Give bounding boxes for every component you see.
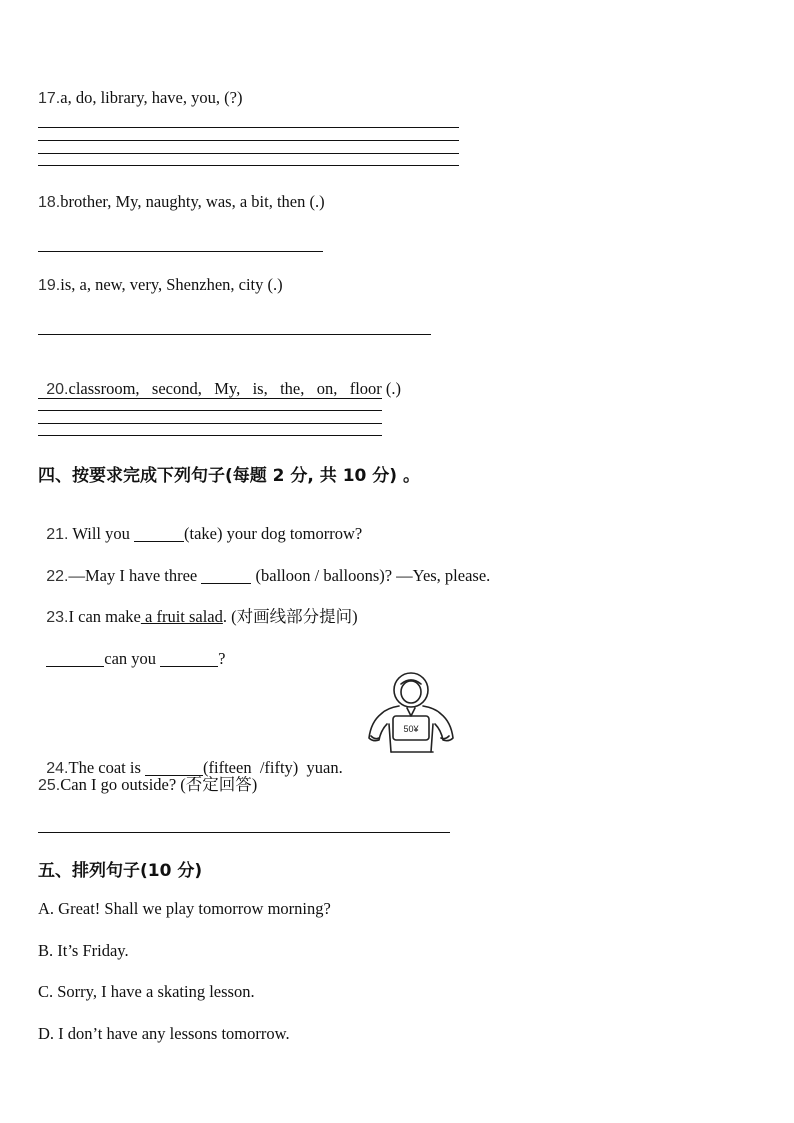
question-22 bbox=[38, 546, 490, 587]
option-a: A. Great! Shall we play tomorrow morning? bbox=[38, 899, 331, 918]
question-18 bbox=[38, 192, 325, 213]
question-number: 24. bbox=[46, 760, 69, 777]
question-20 bbox=[38, 359, 401, 400]
answer-line[interactable] bbox=[38, 251, 323, 252]
answer-line[interactable] bbox=[38, 334, 431, 335]
coat-icon bbox=[363, 668, 457, 754]
question-text: brother, My, naughty, was, a bit, then (.) bbox=[60, 192, 325, 211]
question-text-after: (take) your dog tomorrow? bbox=[184, 524, 363, 543]
question-text-before: —May I have three bbox=[68, 566, 202, 585]
question-number: 22. bbox=[46, 568, 69, 585]
question-19 bbox=[38, 275, 283, 296]
answer-line[interactable] bbox=[38, 435, 382, 436]
question-21 bbox=[38, 504, 362, 545]
question-number: 19. bbox=[38, 277, 61, 294]
question-text-before: Will you bbox=[68, 524, 134, 543]
question-text: classroom, second, My, is, the, on, floor (.) bbox=[68, 379, 402, 398]
question-23 bbox=[38, 587, 358, 628]
question-17 bbox=[38, 88, 242, 109]
option-d: D. I don’t have any lessons tomorrow. bbox=[38, 1024, 290, 1043]
price-tag: 50¥ bbox=[403, 724, 419, 734]
question-number: 20. bbox=[46, 381, 69, 398]
question-number: 23. bbox=[46, 609, 69, 626]
question-text-before: The coat is bbox=[68, 758, 146, 777]
question-text-before: I can make bbox=[68, 607, 141, 626]
question-text: a, do, library, have, you, (?) bbox=[60, 88, 243, 107]
answer-line[interactable] bbox=[38, 140, 459, 141]
answer-text-end: ? bbox=[218, 649, 226, 668]
fill-blank[interactable] bbox=[134, 526, 184, 542]
fill-blank[interactable] bbox=[201, 568, 251, 584]
question-text-after: . (对画线部分提问) bbox=[222, 607, 358, 626]
option-b: B. It’s Friday. bbox=[38, 941, 129, 960]
question-number: 21. bbox=[46, 526, 69, 543]
underlined-phrase: a fruit salad bbox=[140, 607, 223, 626]
fill-blank[interactable] bbox=[46, 651, 104, 667]
answer-line[interactable] bbox=[38, 423, 382, 424]
question-text-after: (balloon / balloons)? —Yes, please. bbox=[251, 566, 491, 585]
fill-blank[interactable] bbox=[145, 760, 203, 776]
answer-line[interactable] bbox=[38, 398, 382, 399]
option-c: C. Sorry, I have a skating lesson. bbox=[38, 982, 255, 1001]
answer-line[interactable] bbox=[38, 832, 450, 833]
question-23-answer bbox=[38, 629, 225, 669]
question-number: 17. bbox=[38, 90, 61, 107]
question-text: Can I go outside? (否定回答) bbox=[60, 775, 258, 794]
answer-line[interactable] bbox=[38, 153, 459, 154]
question-24 bbox=[38, 738, 343, 779]
section-4-title: 四、按要求完成下列句子(每题 2 分, 共 10 分) 。 bbox=[38, 466, 420, 486]
question-text-after: (fifteen /fifty) yuan. bbox=[203, 758, 343, 777]
question-number: 25. bbox=[38, 777, 61, 794]
section-5-title: 五、排列句子(10 分) bbox=[38, 861, 203, 881]
question-25 bbox=[38, 775, 257, 796]
fill-blank[interactable] bbox=[160, 651, 218, 667]
question-number: 18. bbox=[38, 194, 61, 211]
question-text: is, a, new, very, Shenzhen, city (.) bbox=[60, 275, 283, 294]
answer-text-middle: can you bbox=[104, 649, 161, 668]
answer-line[interactable] bbox=[38, 127, 459, 128]
answer-line[interactable] bbox=[38, 410, 382, 411]
answer-line[interactable] bbox=[38, 165, 459, 166]
